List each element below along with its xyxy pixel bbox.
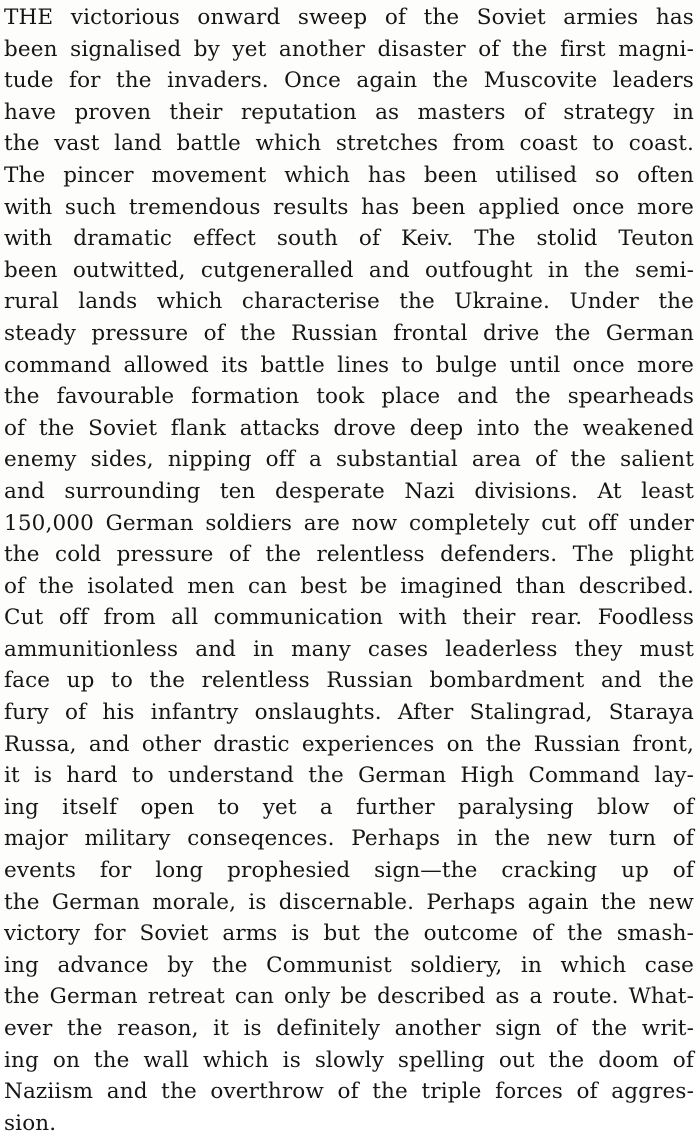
text-line: of the isolated men can best be imagined than described. [4, 573, 694, 599]
text-line: command allowed its battle lines to bulge until once more [4, 352, 694, 378]
text-line: victory for Soviet arms is but the outcome of the smash- [4, 921, 694, 947]
text-line: with dramatic effect south of Keiv. The stolid Teuton [4, 226, 694, 252]
text-line: enemy sides, nipping off a substantial area of the salient [4, 447, 694, 473]
text-line: ever the reason, it is definitely another sign of the writ- [4, 1016, 694, 1041]
text-line: and surrounding ten desperate Nazi divisions. At least [4, 478, 694, 504]
text-line: of the Soviet flank attacks drove deep into the weakened [4, 415, 694, 441]
text-line: Cut off from all communication with their rear. Foodless [4, 605, 694, 631]
text-line: ing on the wall which is slowly spelling out the doom of [4, 1047, 694, 1073]
text-line: been outwitted, cutgeneralled and outfought in the semi- [4, 257, 694, 283]
article-text [4, 2, 694, 1139]
text-line: been signalised by yet another disaster of the first magni- [4, 36, 694, 62]
text-line: have proven their reputation as masters of strategy in [4, 99, 694, 125]
text-line: sion. [4, 1110, 57, 1136]
text-line: steady pressure of the Russian frontal drive the German [4, 320, 694, 346]
text-line: THE victorious onward sweep of the Soviet armies has [4, 5, 694, 30]
text-line: tude for the invaders. Once again the Muscovite leaders [4, 68, 694, 94]
text-line: ing advance by the Communist soldiery, in which case [4, 952, 694, 978]
text-line: the cold pressure of the relentless defenders. The plight [4, 542, 694, 568]
text-line: events for long prophesied sign—the cracking up of [4, 858, 694, 884]
text-line: major military conseqences. Perhaps in the new turn of [4, 826, 694, 852]
text-line: rural lands which characterise the Ukraine. Under the [4, 289, 694, 315]
text-line: the vast land battle which stretches from coast to coast. [4, 131, 694, 157]
text-line: the favourable formation took place and the spearheads [4, 384, 694, 410]
text-line: ing itself open to yet a further paralysing blow of [4, 794, 694, 820]
text-line: it is hard to understand the German High Command lay- [4, 763, 694, 789]
text-line: 150,000 German soldiers are now completely cut off under [4, 510, 694, 536]
text-line: Naziism and the overthrow of the triple forces of aggres- [4, 1079, 694, 1105]
text-line: The pincer movement which has been utilised so often [4, 162, 694, 188]
text-line: fury of his infantry onslaughts. After Stalingrad, Staraya [4, 700, 694, 726]
text-line: face up to the relentless Russian bombardment and the [4, 668, 694, 694]
text-line: with such tremendous results has been applied once more [4, 194, 694, 220]
text-line: the German morale, is discernable. Perhaps again the new [4, 889, 694, 915]
text-line: ammunitionless and in many cases leaderless they must [4, 636, 694, 662]
text-line: Russa, and other drastic experiences on the Russian front, [4, 731, 694, 757]
text-line: the German retreat can only be described as a route. What- [4, 984, 694, 1010]
